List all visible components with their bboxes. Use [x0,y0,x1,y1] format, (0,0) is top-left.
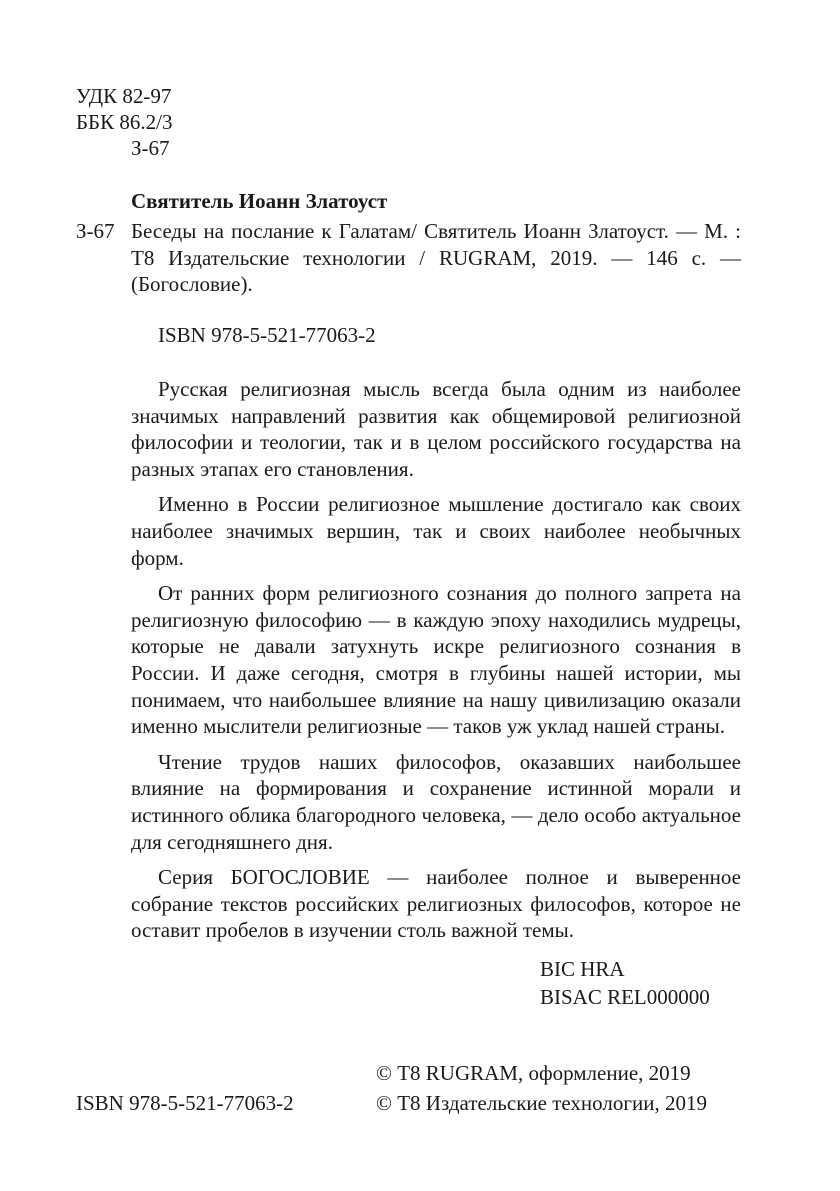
bisac-code: BISAC REL000000 [540,985,710,1009]
bbk-code: ББК 86.2/3 [76,110,173,134]
annotation-paragraph: От ранних форм религиозного сознания до полного запрета на религиозную философию — в каждую эпоху находились мудрецы, которые не давали затухнуть искре религиозного сознания в России. И даже сегодня, смотря в глубины нашей истории, мы понимаем, что наибольшее влияние на нашу цивилизацию оказали именно мыслители религиозные — таков уж уклад нашей страны. [131,581,741,739]
isbn-top: ISBN 978-5-521-77063-2 [158,323,376,347]
copyright-block [376,1060,707,1120]
subject-codes [540,956,710,1012]
index-mark: З-67 [76,219,115,243]
isbn-bottom: ISBN 978-5-521-77063-2 [76,1091,294,1115]
classification-codes [76,83,172,161]
copyright-design: © Т8 RUGRAM, оформление, 2019 [376,1061,691,1085]
annotation-paragraph: Серия БОГОСЛОВИЕ — наиболее полное и выверенное собрание текстов российских религиозных философов, которое не оставит пробелов в изучении столь важной темы. [131,865,741,943]
udk-code: УДК 82-97 [76,84,172,108]
annotation-paragraph: Чтение трудов наших философов, оказавших наибольшее влияние на формирования и сохранение истинной морали и истинного облика благородного человека, — дело особо актуальное для сегодняшнего дня. [131,749,741,854]
annotation-paragraph: Именно в России религиозное мышление достигало как своих наиболее значимых вершин, так и своих наиболее необычных форм. [131,492,741,570]
bic-code: BIC HRA [540,957,625,981]
author-mark: З-67 [131,136,170,160]
author-heading: Святитель Иоанн Златоуст [131,189,388,213]
bibliographic-description: Беседы на послание к Галатам/ Святитель Иоанн Златоуст. — М. : Т8 Издательские технологии / RUGRAM, 2019. — 146 с. — (Богословие). [131,219,741,296]
annotation-paragraph: Русская религиозная мысль всегда была одним из наиболее значимых направлений развития как общемировой религиозной философии и теологии, так и в целом российского государства на разных этапах его становления. [131,377,741,481]
copyright-publisher: © Т8 Издательские технологии, 2019 [376,1091,707,1115]
annotation [131,376,741,953]
